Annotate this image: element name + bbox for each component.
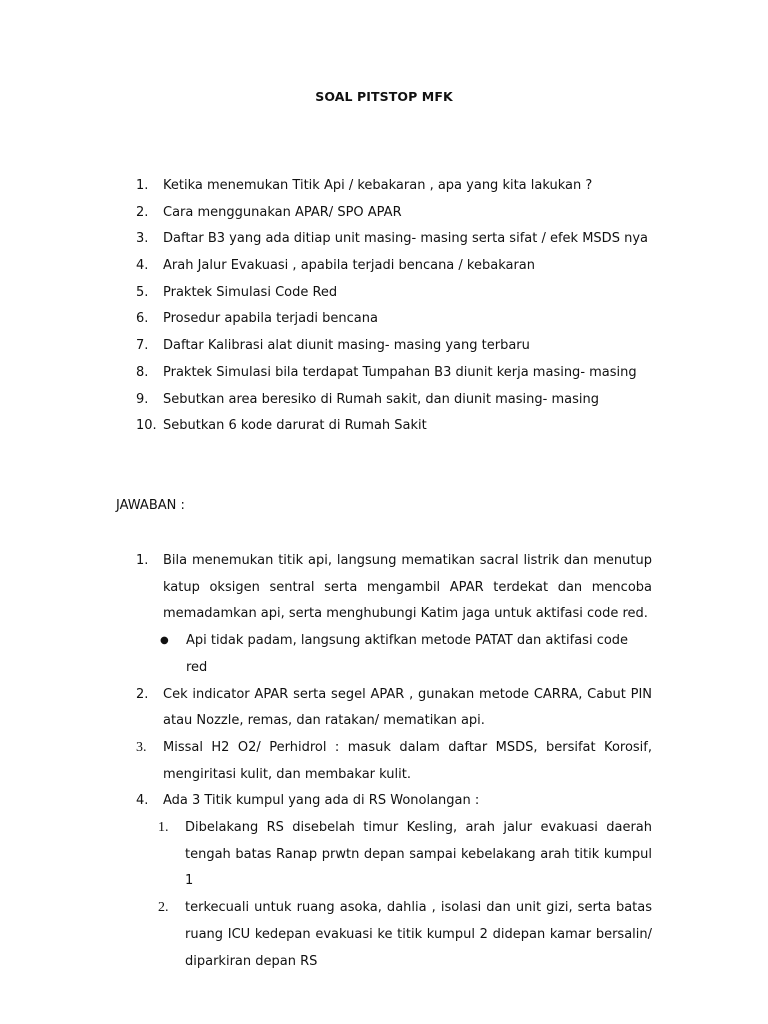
question-number: 8.: [136, 364, 149, 380]
sub-answer-text: Dibelakang RS disebelah timur Kesling, arah jalur evakuasi daerah tengah batas Ranap prwtn depan sampai kebelakang arah titik kumpul 1: [185, 820, 652, 889]
question-item: [136, 310, 636, 337]
question-number: 2.: [136, 204, 149, 220]
answer-text: Ada 3 Titik kumpul yang ada di RS Wonolangan :: [163, 793, 480, 809]
answer-bullet: [136, 628, 652, 681]
answer-number: 4.: [136, 793, 149, 809]
question-number: 6.: [136, 311, 149, 327]
question-item: [136, 417, 636, 444]
sub-answer-number: 2.: [158, 900, 169, 916]
answer-text: Cek indicator APAR serta segel APAR , gunakan metode CARRA, Cabut PIN atau Nozzle, remas, dan ratakan/ mematikan api.: [163, 686, 652, 729]
question-item: [136, 257, 636, 284]
answer-number: 3.: [136, 739, 147, 755]
question-number: 5.: [136, 284, 149, 300]
question-number: 9.: [136, 391, 149, 407]
question-item: [136, 284, 636, 311]
question-number: 4.: [136, 258, 149, 274]
question-number: 1.: [136, 178, 149, 193]
document-title: SOAL PITSTOP MFK: [315, 89, 453, 104]
question-text: Daftar B3 yang ada ditiap unit masing- masing serta sifat / efek MSDS nya: [163, 231, 648, 247]
answer-text: Missal H2 O2/ Perhidrol : masuk dalam daftar MSDS, bersifat Korosif, mengiritasi kulit, dan membakar kulit.: [163, 739, 652, 782]
question-text: Sebutkan 6 kode darurat di Rumah Sakit: [163, 418, 427, 434]
question-text: Praktek Simulasi Code Red: [163, 284, 338, 300]
answer-number: 2.: [136, 686, 149, 702]
question-text: Praktek Simulasi bila terdapat Tumpahan B3 diunit kerja masing- masing: [163, 364, 637, 380]
answer-number: 1.: [136, 553, 149, 568]
question-number: 7.: [136, 338, 149, 354]
answer-item: [136, 548, 652, 628]
question-item: [136, 230, 648, 257]
question-text: Arah Jalur Evakuasi , apabila terjadi bencana / kebakaran: [163, 258, 536, 274]
question-text: Cara menggunakan APAR/ SPO APAR: [163, 204, 402, 220]
bullet-icon: ●: [160, 635, 169, 647]
bullet-text: Api tidak padam, langsung aktifkan metode PATAT dan aktifasi code red: [186, 633, 629, 675]
question-item: [136, 204, 636, 231]
question-text: Sebutkan area beresiko di Rumah sakit, dan diunit masing- masing: [163, 391, 599, 407]
question-number: 10.: [136, 418, 157, 434]
answer-item: [136, 735, 652, 788]
question-text: Ketika menemukan Titik Api / kebakaran , apa yang kita lakukan ?: [163, 178, 593, 193]
answer-item: [136, 788, 652, 815]
question-item: [136, 337, 636, 364]
question-text: Prosedur apabila terjadi bencana: [163, 311, 378, 327]
answer-list: [136, 548, 652, 975]
answer-text: Bila menemukan titik api, langsung mematikan sacral listrik dan menutup katup oksigen sentral serta mengambil APAR terdekat dan mencoba memadamkan api, serta menghubungi Katim jaga untuk aktifasi code red.: [163, 553, 652, 622]
question-list: [136, 177, 648, 444]
question-text: Daftar Kalibrasi alat diunit masing- masing yang terbaru: [163, 338, 530, 354]
question-item: [136, 364, 636, 391]
assembly-point-list: [136, 815, 652, 975]
answer-item: [136, 682, 652, 735]
answers-heading: JAWABAN :: [116, 498, 185, 513]
question-item: [136, 391, 636, 418]
question-number: 3.: [136, 231, 149, 247]
sub-answer-item: [158, 895, 652, 975]
sub-answer-item: [158, 815, 652, 895]
question-item: [136, 177, 636, 204]
sub-answer-number: 1.: [158, 820, 169, 836]
sub-answer-text: terkecuali untuk ruang asoka, dahlia , isolasi dan unit gizi, serta batas ruang ICU kedepan evakuasi ke titik kumpul 2 didepan kamar bersalin/ diparkiran depan RS: [185, 900, 652, 969]
